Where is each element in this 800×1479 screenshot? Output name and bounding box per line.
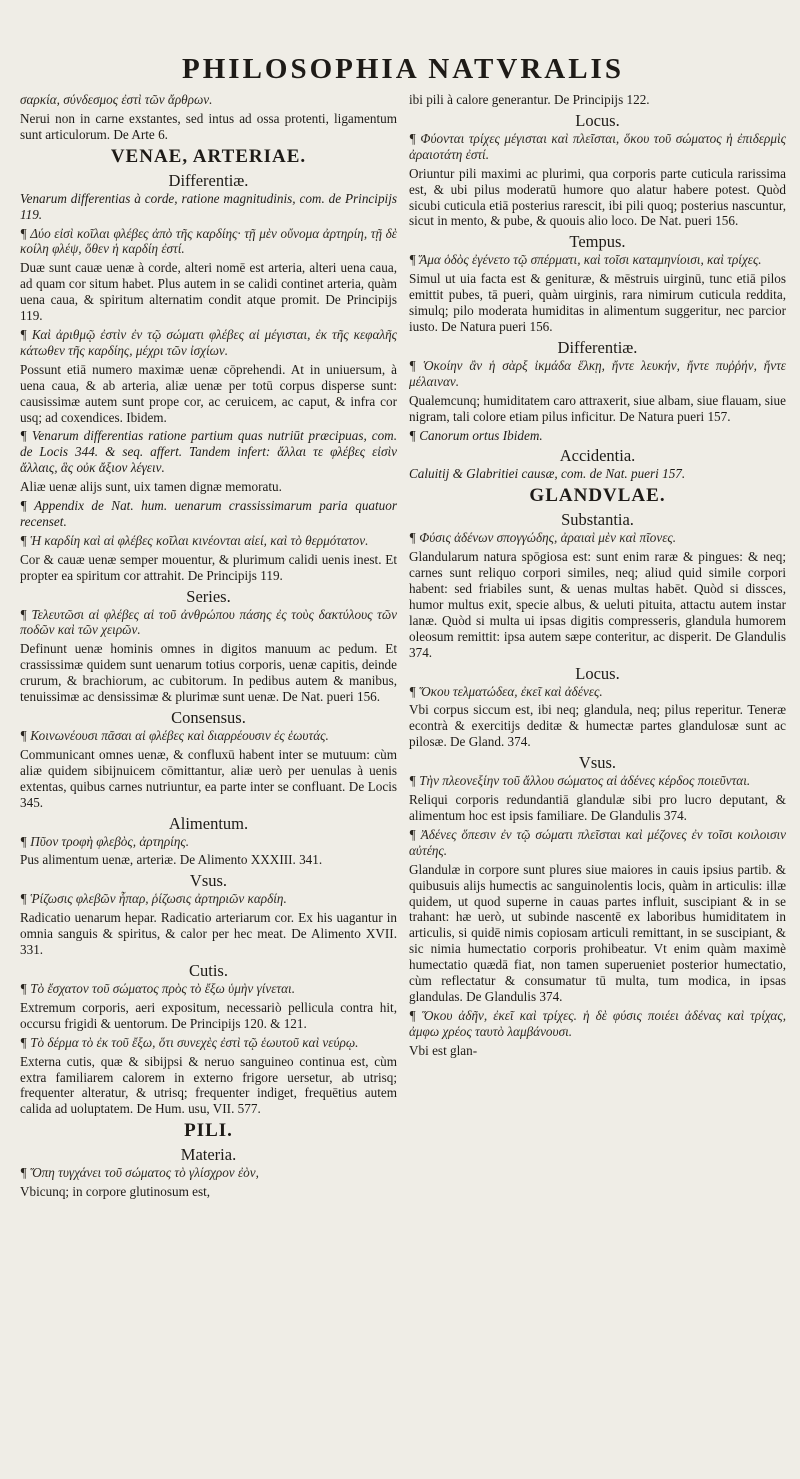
latin-paragraph: Vbi est glan- xyxy=(409,1042,478,1058)
cross-reference: Caluitij & Glabritiei causæ, com. de Nat. pueri 157. xyxy=(409,466,686,482)
greek-quotation: ¶ Ὅπη τυγχάνει τοῦ σώματος τὸ γλίσχρον ἐὸν, xyxy=(20,1165,259,1181)
subsection-heading: Vsus. xyxy=(189,871,228,891)
greek-quotation: ¶ Ῥίζωσις φλεβῶν ἧπαρ, ῥίζωσις ἀρτηριῶν καρδίη. xyxy=(20,891,287,907)
greek-quotation: ¶ Ἅμα ὁδὸς ἐγένετο τῷ σπέρματι, καὶ τοῖσι καταμηνίοισι, καὶ τρίχες. xyxy=(409,252,762,268)
subsection-heading: Differentiæ. xyxy=(168,170,249,190)
left-column xyxy=(20,92,397,1203)
latin-paragraph: Definunt uenæ hominis omnes in digitos manuum ac pedum. Et crassissimæ quidem sunt uenarum totius corporis, uenæ capitis, deinde crurum, & brachiorum, ac cubitorum. In pedibus autem & manibus, tenuissimæ ac densissimæ & plurimæ sunt uenæ. De Nat. pueri 156. xyxy=(20,641,397,705)
greek-quotation: ¶ Ὁκοίην ἂν ἡ σὰρξ ἰκμάδα ἕλκῃ, ἤντε λευκήν, ἤντε πυῤῥήν, ἤντε μέλαιναν. xyxy=(409,357,786,389)
section-heading: PILI. xyxy=(184,1120,233,1142)
subsection-heading: Consensus. xyxy=(171,708,246,727)
latin-paragraph: Reliqui corporis redundantiā glandulæ sibi pro lucro deputant, & alimentum hoc est ipsis familiare. De Glandulis 374. xyxy=(409,792,786,823)
latin-paragraph: Communicant omnes uenæ, & confluxū habent inter se mutuum: cùm aliæ quidem sibijnuicem cōmittantur, aliæ uerò per uenulas à uenis extentas, quibus carnes nutriuntur, ea parte inter se confluant. De Locis 345. xyxy=(20,746,397,810)
latin-paragraph: Pus alimentum uenæ, arteriæ. De Alimento XXXIII. 341. xyxy=(20,852,323,868)
greek-quotation: ¶ Ὅκου τελματώδεα, ἐκεῖ καὶ ἀδένες. xyxy=(409,683,603,699)
cross-reference: Venarum differentias à corde, ratione magnitudinis, com. de Principijs 119. xyxy=(20,190,397,222)
greek-quotation: ¶ Δύο εἰσὶ κοῖλαι φλέβες ἀπὸ τῆς καρδίης· τῇ μὲν οὔνομα ἀρτηρίη, τῇ δὲ κοίλη φλέψ, ὅθεν ἡ καρδίη ἐστί. xyxy=(20,225,397,257)
latin-paragraph: Glandularum natura spōgiosa est: sunt enim raræ & pingues: & neq; carnes sunt reliquo corpori similes, neq; aliud quid simile corpori habent: sed friabiles sunt, & uenas multas habēt. Quòd si dissces, humor multus exit, specie albus, & ueluti pituita, attactu autem instar lanæ. Quòd si multa ui ipsas digitis compresseris, glandula humorem oleosum remittit: ipsa autem sæpe conteritur, ac disperit. De Glandulis 374. xyxy=(409,549,786,660)
greek-quotation: ¶ Τελευτῶσι αἱ φλέβες αἱ τοῦ ἀνθρώπου πάσης ἐς τοὺς δακτύλους τῶν ποδῶν καὶ τῶν χειρῶν. xyxy=(20,606,397,638)
subsection-heading: Locus. xyxy=(575,663,620,683)
cross-reference: ¶ Venarum differentias ratione partium quas nutriūt præcipuas, com. de Locis 344. & seq. affert. Tandem infert: ἄλλαι τε φλέβες εἰσὶν ἄλλαις, ἃς οὐκ ἄξιον λέγειν. xyxy=(20,428,397,476)
latin-paragraph: Vbicunq; in corpore glutinosum est, xyxy=(20,1184,211,1200)
subsection-heading: Vsus. xyxy=(578,753,617,773)
latin-paragraph: Aliæ uenæ alijs sunt, uix tamen dignæ memoratu. xyxy=(20,479,282,495)
section-heading: VENAE, ARTERIAE. xyxy=(110,145,307,167)
latin-paragraph: Cor & cauæ uenæ semper mouentur, & plurimum calidi uenis inest. Et propter ea spiritum cor attrahit. De Principijs 119. xyxy=(20,551,397,583)
subsection-heading: Substantia. xyxy=(561,510,634,530)
right-column xyxy=(409,92,786,1203)
greek-quotation: ¶ Κοινωνέουσι πᾶσαι αἱ φλέβες καὶ διαρρέουσιν ἐς ἑωυτάς. xyxy=(20,728,329,743)
latin-paragraph: Qualemcunq; humiditatem caro attraxerit, siue albam, siue flauam, siue nigram, tali colore etiam pilus inficitur. De Natura pueri 157. xyxy=(409,392,786,424)
greek-quotation: ¶ Φύονται τρίχες μέγισται καὶ πλεῖσται, ὅκου τοῦ σώματος ἡ ἐπιδερμὶς ἀραιοτάτη ἐστί. xyxy=(409,130,786,162)
two-column-body xyxy=(20,92,786,1203)
latin-paragraph: Radicatio uenarum hepar. Radicatio arteriarum cor. Ex his uagantur in omnia sanguis & spiritus, & calor per hec meat. De Alimento XVII. 331. xyxy=(20,910,397,958)
latin-paragraph: Duæ sunt cauæ uenæ à corde, alteri nomē est arteria, alteri uena caua, ad quam cor situm habet. Plus autem in se calidi continet arteria, quàm uena caua, & spiritum alternatim condit atque promit. De Principijs 119. xyxy=(20,260,397,324)
latin-paragraph: Externa cutis, quæ & sibijpsi & neruo sanguineo continua est, cùm extra familiarem calorem in externo frigore uersetur, ab utrisq; frequenter alteratur, & utrisq; frequenter indiget, frequētius autem calida ad uoluptatem. De Hum. usu, VII. 577. xyxy=(20,1053,397,1117)
greek-quotation: ¶ Φύσις ἀδένων σπογγώδης, ἀραιαὶ μὲν καὶ πῖονες. xyxy=(409,530,677,546)
cross-reference: ¶ Appendix de Nat. hum. uenarum crassissimarum paria quatuor recenset. xyxy=(20,498,397,529)
latin-paragraph: Glandulæ in corpore sunt plures siue maiores in cauis ipsius partib. & quibusuis alijs humectis ac sanguinolentis locis, quàm in articulis: illæ quidem, ut quod superne in cauas partes influit, suscipiant & in se trahant: hæ uerò, ut subinde nascentē ex laboribus humiditatem in articulis, si quidē nimis copiosam articuli remittant, in se suscipiant, & sic nimia humectatio corporis prohibeatur. Vt enim quàm maximè humectatio quædā fiat, non tamen superueniet posterior humectatio, cùm reflectatur & consumatur tū multa, tum modica, in ipsas glandulas. De Glandulis 374. xyxy=(409,861,786,1004)
greek-quotation: ¶ Τὸ δέρμα τὸ ἐκ τοῦ ἔξω, ὅτι συνεχὲς ἐστὶ τῷ ἑωυτοῦ καὶ νεύρῳ. xyxy=(20,1034,359,1050)
section-heading: GLANDVLAE. xyxy=(529,485,666,507)
greek-quotation: ¶ Ἀδένες ὅπεσιν ἐν τῷ σώματι πλεῖσται καὶ μέζονες ἐν τοῖσι κοιλοισιν αὐτέης. xyxy=(409,826,786,858)
subsection-heading: Alimentum. xyxy=(168,813,249,833)
subsection-heading: Differentiæ. xyxy=(557,337,638,357)
subsection-heading: Cutis. xyxy=(189,960,228,980)
subsection-heading: Series. xyxy=(186,586,231,606)
subsection-heading: Locus. xyxy=(575,110,620,130)
greek-quotation: ¶ Ὅκου ἀδῆν, ἐκεῖ καὶ τρίχες. ἡ δὲ φύσις ποιέει ἀδένας καὶ τρίχας, ἀμφω χρέος ταυτὸ λαμβάνουσι. xyxy=(409,1007,786,1039)
greek-quotation: ¶ Ἡ καρδίη καὶ αἱ φλέβες κοῖλαι κινέονται αἰεί, καὶ τὸ θερμότατον. xyxy=(20,532,369,548)
running-head: PHILOSOPHIA NATVRALIS xyxy=(182,53,624,85)
latin-paragraph: Extremum corporis, aeri expositum, necessariò pellicula contra hit, occursu frigidi & uentorum. De Principijs 120. & 121. xyxy=(20,999,397,1031)
greek-quotation: ¶ Πῦον τροφὴ φλεβὸς, ἀρτηρίης. xyxy=(20,833,190,849)
subsection-heading: Tempus. xyxy=(569,232,626,252)
subsection-heading: Materia. xyxy=(180,1145,237,1165)
latin-paragraph: Vbi corpus siccum est, ibi neq; glandula, neq; pilus reperitur. Teneræ econtrà & exercitijs deditæ & humectæ partes glandulosæ sunt ac pilosæ. De Gland. 374. xyxy=(409,702,786,750)
latin-paragraph: Oriuntur pili maximi ac plurimi, qua corporis parte cuticula rarissima est, & ubi pilus moderatū humore quo alatur habere potest. Quòd sicubi cuticula etiā posterius rarescit, ibi pili quoq; posterius nascuntur, sicut in mento, & pube, & quouis alio loco. De Nat. pueri 156. xyxy=(409,165,786,229)
greek-quotation: σαρκία, σύνδεσμος ἐστὶ τῶν ἄρθρων. xyxy=(20,92,213,107)
subsection-heading: Accidentia. xyxy=(559,446,636,466)
greek-quotation: ¶ Τὴν πλεονεξίην τοῦ ἄλλου σώματος αἱ ἀδένες κέρδος ποιεῦνται. xyxy=(409,773,751,789)
cross-reference: ¶ Canorum ortus Ibidem. xyxy=(409,427,543,443)
latin-paragraph: Simul ut uia facta est & genituræ, & mēstruis uirginū, tunc etiā pilos emittit pubes, tā pueri, quàm uirginis, rara nimirum cuticula reddita, simulq; pilo moderata humiditas in alimentum suggeritur, nec parcior iusto. De Natura pueri 156. xyxy=(409,271,786,334)
greek-quotation: ¶ Τὸ ἔσχατον τοῦ σώματος πρὸς τὸ ἔξω ὑμὴν γίνεται. xyxy=(20,980,296,996)
latin-paragraph: ibi pili à calore generantur. De Principijs 122. xyxy=(409,92,650,107)
greek-quotation: ¶ Καὶ ἀριθμῷ ἐστὶν ἐν τῷ σώματι φλέβες αἱ μέγισται, ἐκ τῆς κεφαλῆς κάτωθεν τῆς καρδίης, μέχρι τῶν ἰσχίων. xyxy=(20,326,397,358)
latin-paragraph: Possunt etiā numero maximæ uenæ cōprehendi. At in uniuersum, à uena caua, & ab arteria, aliæ uenæ per totū corpus disperse sunt: causissimæ autem sunt prope cor, ac ceruicem, ac caput, & infra cor usq; ad coxendices. Ibidem. xyxy=(20,361,397,425)
latin-paragraph: Nerui non in carne exstantes, sed intus ad ossa protenti, ligamentum sunt articulorum. De Arte 6. xyxy=(20,110,397,142)
